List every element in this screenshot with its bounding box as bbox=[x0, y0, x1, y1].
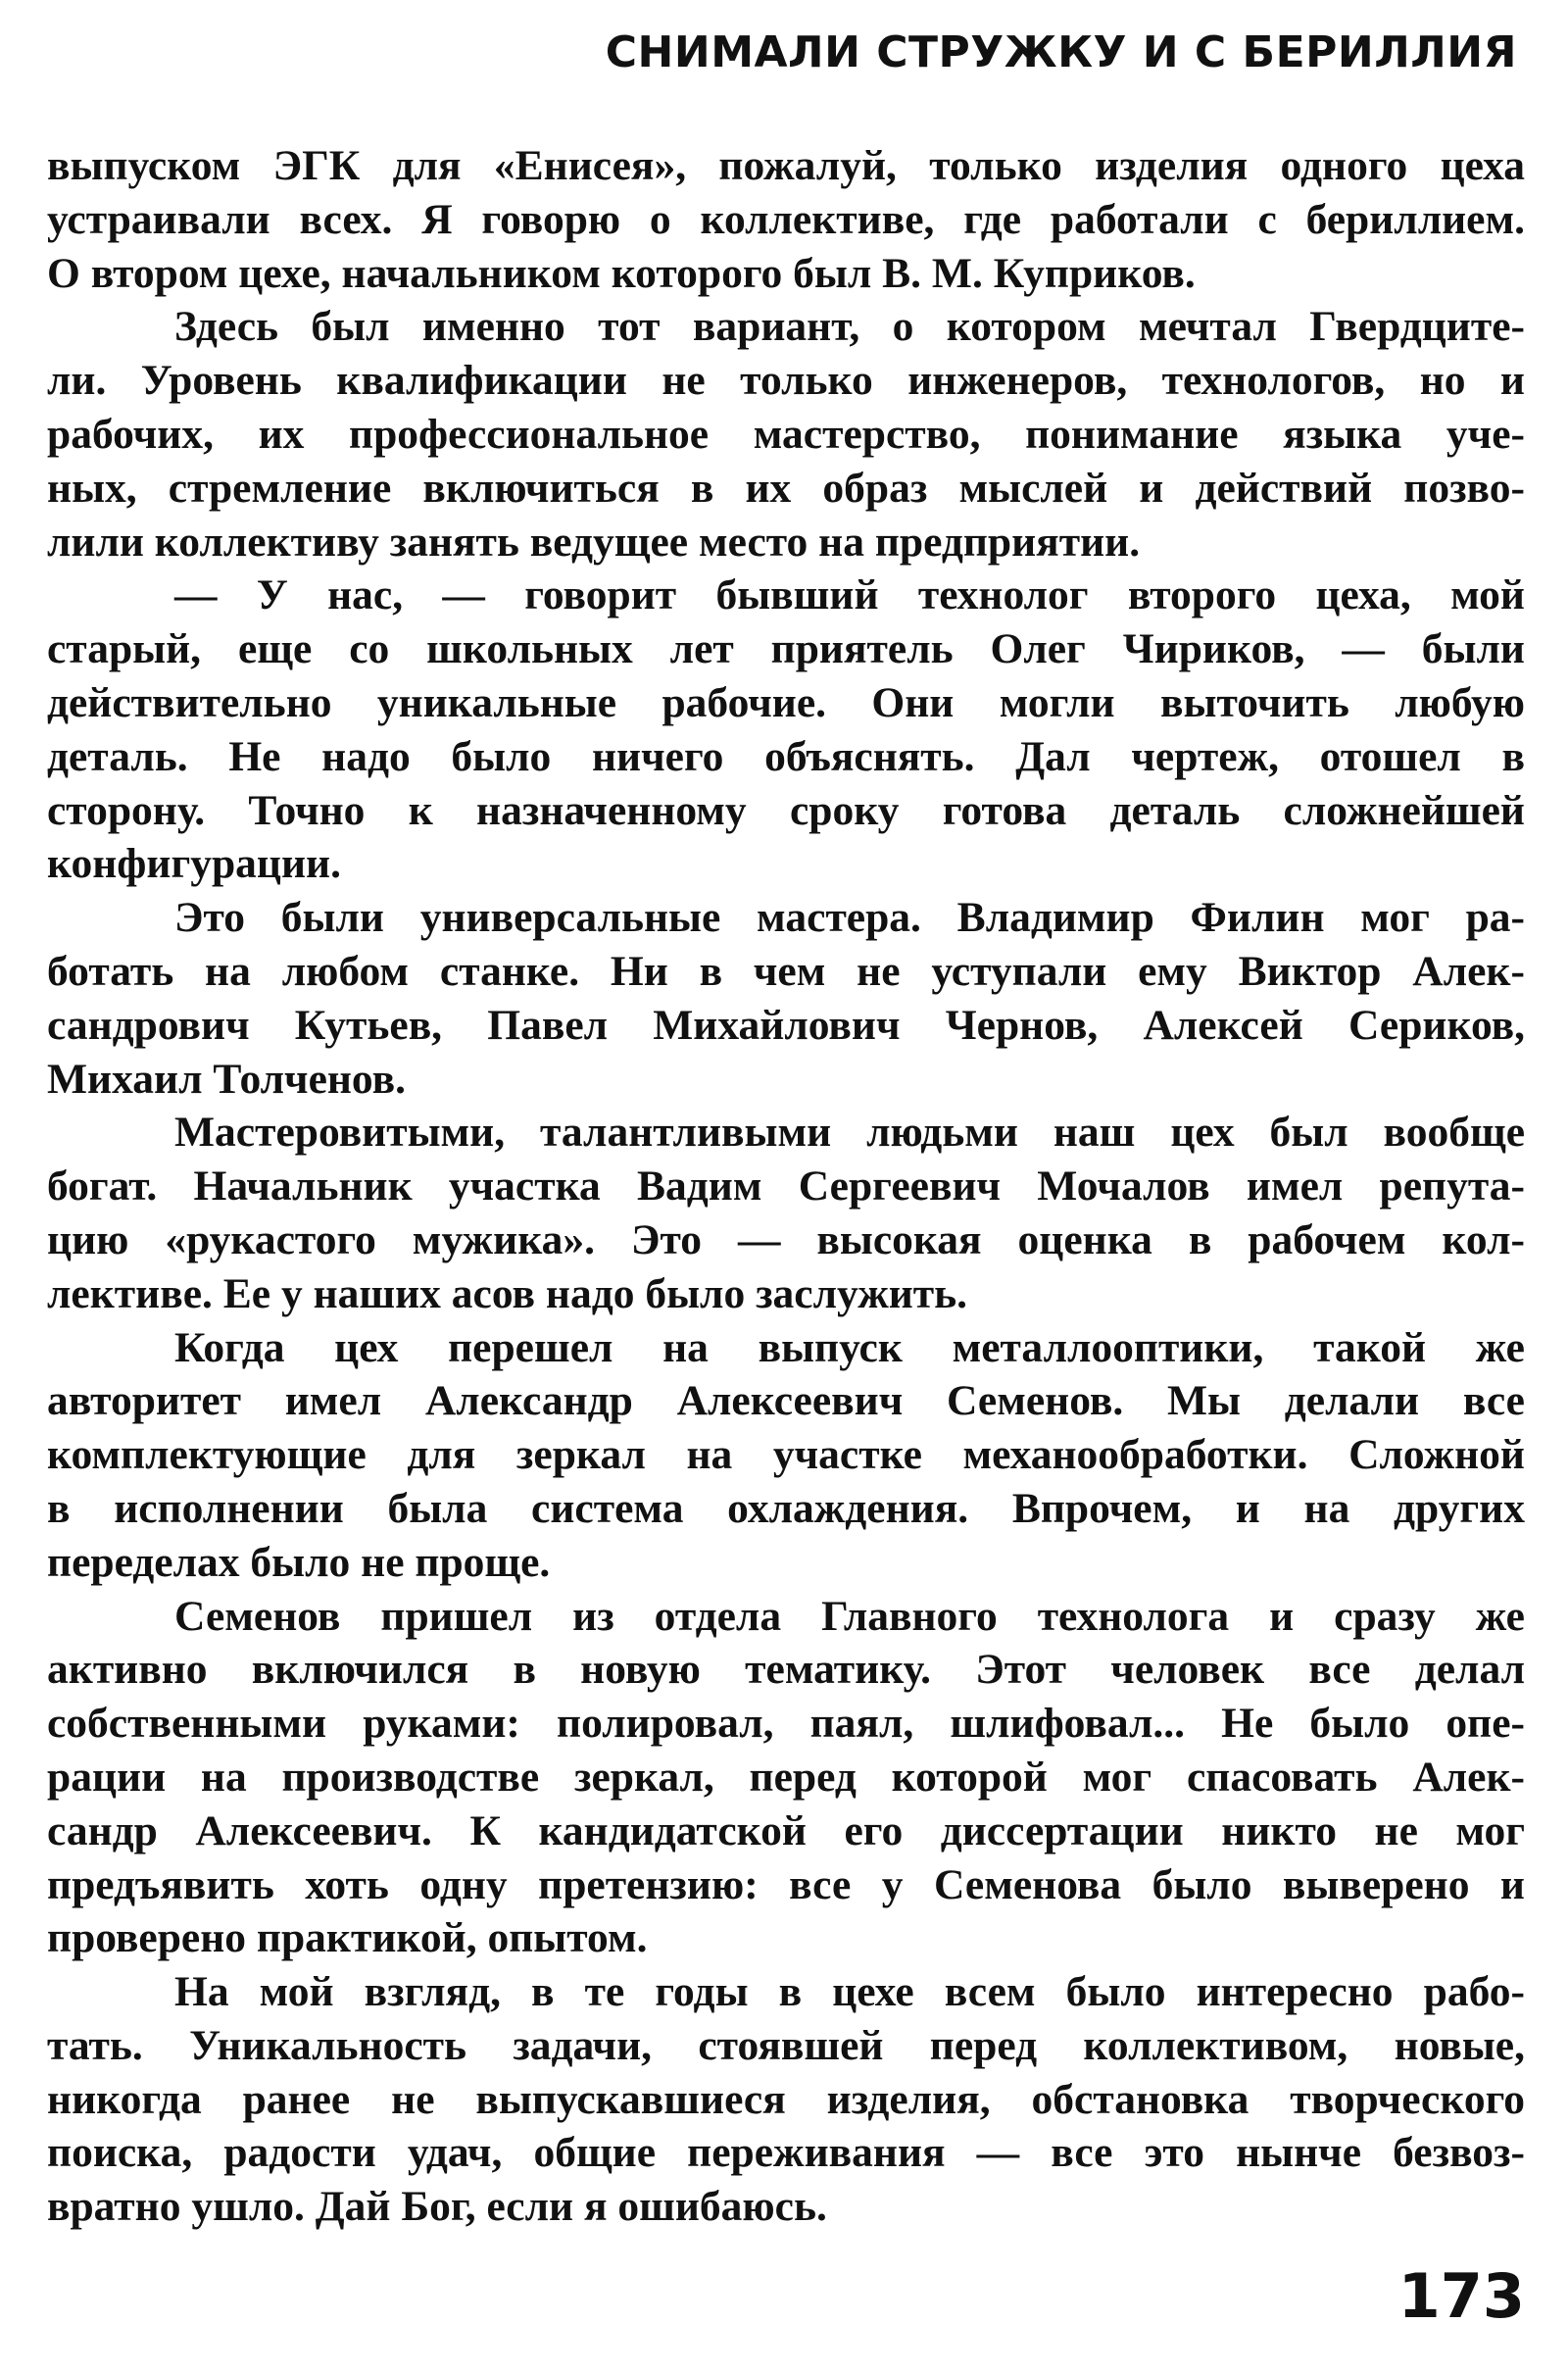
text-line: сандр Алексеевич. К кандидатской его диссертации никто не мог bbox=[47, 1806, 1525, 1854]
paragraph bbox=[47, 1590, 1525, 1966]
text-line: поиска, радости удач, общие переживания — все это нынче безвоз- bbox=[47, 2129, 1525, 2177]
text-line: авторитет имел Александр Алексеевич Семенов. Мы делали все bbox=[47, 1377, 1525, 1425]
running-head: СНИМАЛИ СТРУЖКУ И С БЕРИЛЛИЯ bbox=[605, 27, 1517, 77]
text-line: проверено практикой, опытом. bbox=[47, 1914, 648, 1962]
text-line: лили коллективу занять ведущее место на предприятии. bbox=[47, 518, 1141, 566]
paragraph bbox=[47, 300, 1525, 569]
text-line: Мастеровитыми, талантливыми людьми наш цех был вообще bbox=[174, 1109, 1525, 1157]
text-line: лективе. Ее у наших асов надо было заслужить. bbox=[47, 1269, 968, 1317]
text-line: вратно ушло. Дай Бог, если я ошибаюсь. bbox=[47, 2183, 827, 2231]
text-line: тать. Уникальность задачи, стоявшей перед коллективом, новые, bbox=[47, 2021, 1525, 2069]
text-line: — У нас, — говорит бывший технолог второго цеха, мой bbox=[174, 571, 1525, 619]
text-line: комплектующие для зеркал на участке механообработки. Сложной bbox=[47, 1431, 1525, 1479]
text-line: сандрович Кутьев, Павел Михайлович Чернов, Алексей Сериков, bbox=[47, 1001, 1525, 1049]
text-line: действительно уникальные рабочие. Они могли выточить любую bbox=[47, 678, 1525, 726]
text-line: Михаил Толченов. bbox=[47, 1055, 406, 1103]
text-line: конфигурации. bbox=[47, 840, 341, 888]
text-line: активно включился в новую тематику. Этот человек все делал bbox=[47, 1646, 1525, 1694]
text-line: На мой взгляд, в те годы в цехе всем было интересно рабо- bbox=[174, 1968, 1525, 2016]
text-line: ботать на любом станке. Ни в чем не уступали ему Виктор Алек- bbox=[47, 947, 1525, 995]
paragraph bbox=[47, 1321, 1525, 1590]
text-line: Здесь был именно тот вариант, о котором мечтал Гвердците- bbox=[174, 303, 1525, 351]
text-line: ли. Уровень квалификации не только инженеров, технологов, но и bbox=[47, 357, 1525, 405]
text-line: цию «рукастого мужика». Это — высокая оценка в рабочем кол- bbox=[47, 1215, 1525, 1263]
text-line: старый, еще со школьных лет приятель Олег Чириков, — были bbox=[47, 625, 1525, 673]
text-line: О втором цехе, начальником которого был В. М. Куприков. bbox=[47, 249, 1196, 297]
text-line: Это были универсальные мастера. Владимир Филин мог ра- bbox=[174, 894, 1525, 942]
text-line: ных, стремление включиться в их образ мыслей и действий позво- bbox=[47, 464, 1525, 512]
text-line: Когда цех перешел на выпуск металлооптики, такой же bbox=[174, 1323, 1525, 1371]
body-text bbox=[47, 139, 1525, 2234]
paragraph bbox=[47, 569, 1525, 891]
text-line: выпуском ЭГК для «Енисея», пожалуй, только изделия одного цеха bbox=[47, 142, 1525, 189]
text-line: деталь. Не надо было ничего объяснять. Дал чертеж, отошел в bbox=[47, 732, 1525, 780]
text-line: переделах было не проще. bbox=[47, 1538, 551, 1586]
text-line: в исполнении была система охлаждения. Впрочем, и на других bbox=[47, 1484, 1525, 1532]
text-line: Семенов пришел из отдела Главного технолога и сразу же bbox=[174, 1592, 1525, 1640]
paragraph bbox=[47, 1106, 1525, 1320]
text-line: никогда ранее не выпускавшиеся изделия, обстановка творческого bbox=[47, 2075, 1525, 2123]
text-line: сторону. Точно к назначенному сроку готова деталь сложнейшей bbox=[47, 786, 1525, 834]
paragraph bbox=[47, 139, 1525, 300]
paragraph bbox=[47, 891, 1525, 1106]
text-line: рации на производстве зеркал, перед которой мог спасовать Алек- bbox=[47, 1753, 1525, 1801]
page-number: 173 bbox=[1397, 2260, 1525, 2332]
text-line: предъявить хоть одну претензию: все у Семенова было выверено и bbox=[47, 1860, 1525, 1908]
text-line: устраивали всех. Я говорю о коллективе, где работали с бериллием. bbox=[47, 195, 1525, 243]
text-line: рабочих, их профессиональное мастерство, понимание языка уче- bbox=[47, 410, 1525, 458]
paragraph bbox=[47, 1965, 1525, 2234]
text-line: собственными руками: полировал, паял, шлифовал... Не было опе- bbox=[47, 1700, 1525, 1748]
text-line: богат. Начальник участка Вадим Сергеевич Мочалов имел репута- bbox=[47, 1162, 1525, 1211]
